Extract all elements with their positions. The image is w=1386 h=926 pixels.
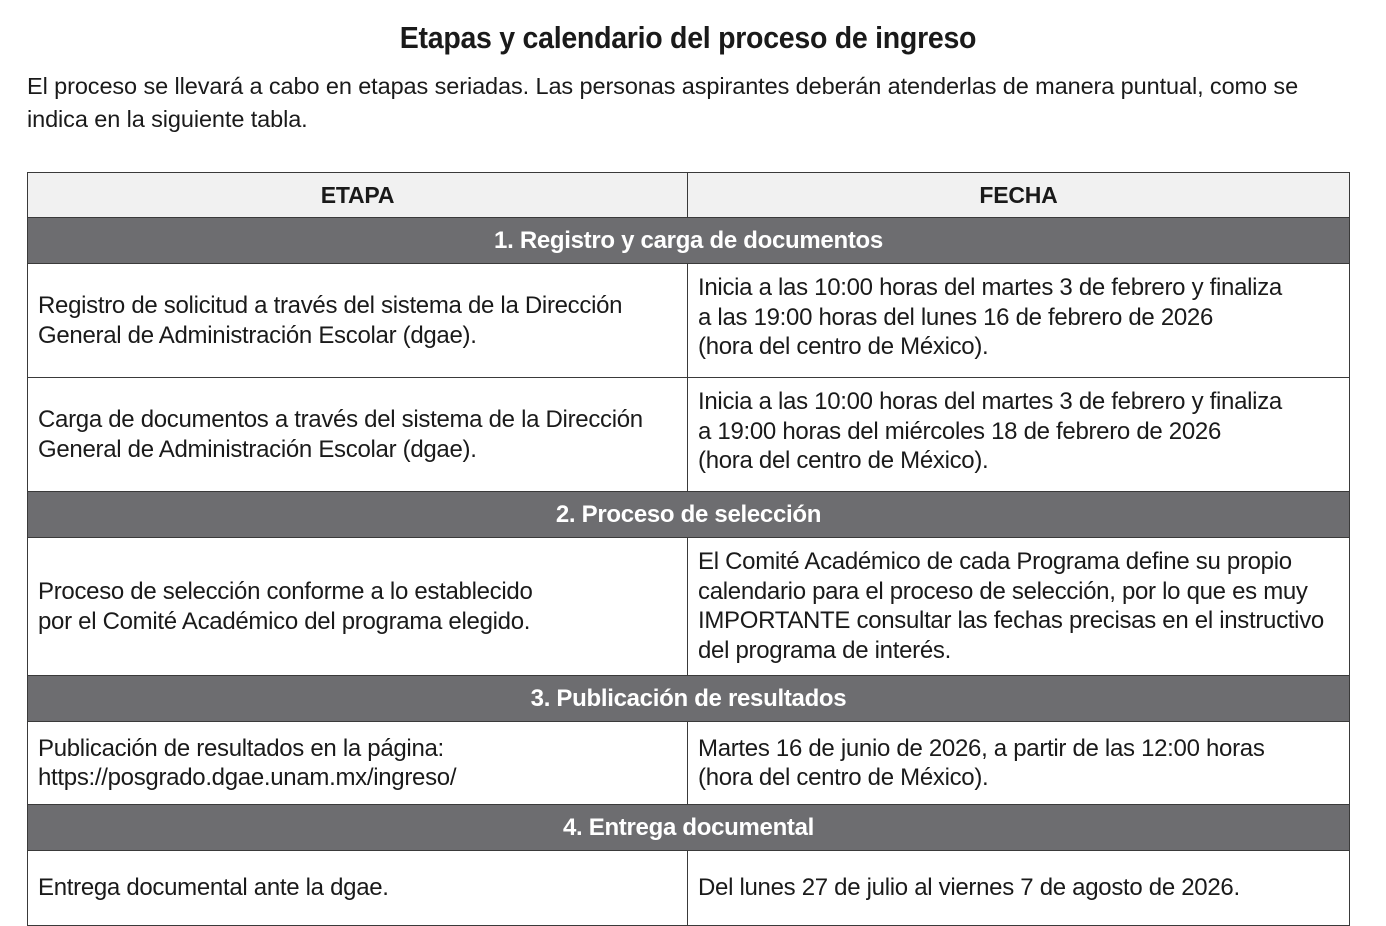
fecha-line: IMPORTANTE consultar las fechas precisas en el instructivo	[698, 607, 1324, 634]
section-row	[28, 218, 1350, 264]
etapa-line: Carga de documentos a través del sistema de la Dirección	[38, 406, 643, 433]
table-row	[28, 851, 1350, 926]
etapa-line: Registro de solicitud a través del sistema de la Dirección	[38, 292, 623, 319]
etapa-cell	[28, 851, 688, 926]
fecha-cell	[688, 538, 1350, 676]
column-header-etapa: ETAPA	[28, 173, 688, 218]
calendar-table	[27, 172, 1350, 926]
fecha-cell	[688, 722, 1350, 805]
section-row	[28, 805, 1350, 851]
fecha-cell	[688, 851, 1350, 926]
fecha-line: (hora del centro de México).	[698, 447, 989, 474]
fecha-line: Del lunes 27 de julio al viernes 7 de agosto de 2026.	[698, 874, 1240, 902]
section-title: 4. Entrega documental	[28, 805, 1350, 851]
fecha-cell	[688, 264, 1350, 378]
etapa-cell	[28, 264, 688, 378]
fecha-line: Martes 16 de junio de 2026, a partir de las 12:00 horas	[698, 734, 1265, 762]
section-title: 3. Publicación de resultados	[28, 676, 1350, 722]
etapa-line: por el Comité Académico del programa elegido.	[38, 607, 531, 635]
etapa-cell	[28, 378, 688, 492]
table-row	[28, 378, 1350, 492]
intro-paragraph: El proceso se llevará a cabo en etapas seriadas. Las personas aspirantes deberán atenderlas de manera puntual, como se indica en la siguiente tabla.	[27, 73, 1299, 132]
etapa-line: General de Administración Escolar (dgae).	[38, 321, 477, 349]
fecha-line: calendario para el proceso de selección, por lo que es muy	[698, 577, 1308, 605]
table-row	[28, 264, 1350, 378]
etapa-line: Proceso de selección conforme a lo establecido	[38, 578, 533, 605]
fecha-line: Inicia a las 10:00 horas del martes 3 de febrero y finaliza	[698, 388, 1282, 415]
etapa-cell	[28, 538, 688, 676]
etapa-line: Publicación de resultados en la página:	[38, 734, 444, 762]
fecha-line: a 19:00 horas del miércoles 18 de febrero de 2026	[698, 417, 1221, 445]
table-row	[28, 722, 1350, 805]
section-row	[28, 676, 1350, 722]
fecha-line: (hora del centro de México).	[698, 333, 989, 360]
fecha-line: a las 19:00 horas del lunes 16 de febrero de 2026	[698, 303, 1214, 331]
table-header-row	[28, 173, 1350, 218]
page-title: Etapas y calendario del proceso de ingreso	[399, 20, 977, 55]
results-url-link[interactable]: https://posgrado.dgae.unam.mx/ingreso/	[38, 764, 457, 791]
section-row	[28, 492, 1350, 538]
etapa-line: Entrega documental ante la dgae.	[38, 874, 389, 902]
column-header-fecha: FECHA	[688, 173, 1350, 218]
fecha-line: del programa de interés.	[698, 636, 951, 664]
fecha-line: (hora del centro de México).	[698, 764, 989, 791]
fecha-line: Inicia a las 10:00 horas del martes 3 de febrero y finaliza	[698, 274, 1282, 301]
section-title: 1. Registro y carga de documentos	[28, 218, 1350, 264]
fecha-line: El Comité Académico de cada Programa define su propio	[698, 548, 1292, 575]
table-row	[28, 538, 1350, 676]
etapa-cell	[28, 722, 688, 805]
etapa-line: General de Administración Escolar (dgae).	[38, 435, 477, 463]
fecha-cell	[688, 378, 1350, 492]
section-title: 2. Proceso de selección	[28, 492, 1350, 538]
